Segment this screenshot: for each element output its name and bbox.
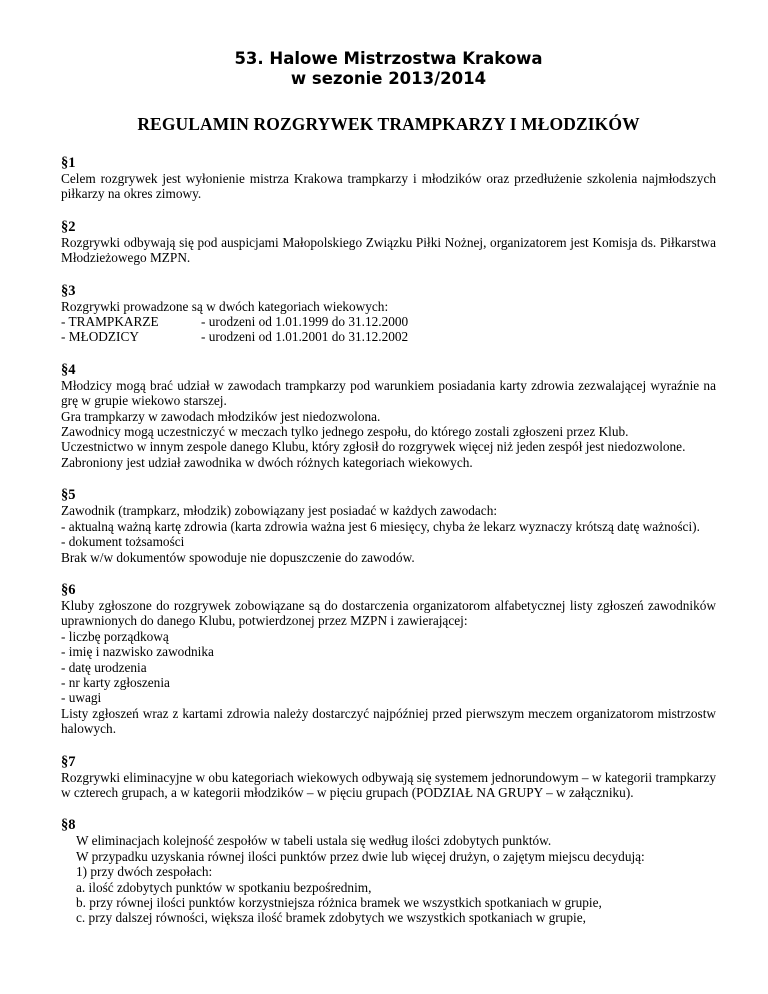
- list-item: - nr karty zgłoszenia: [61, 674, 170, 690]
- paragraph: Młodzicy mogą brać udział w zawodach trampkarzy pod warunkiem posiadania karty zdrowia zezwalającej wyraźnie na grę w grupie wiekowo starszej.: [61, 377, 716, 409]
- paragraph: Rozgrywki prowadzone są w dwóch kategoriach wiekowych:: [61, 298, 389, 314]
- section-8: [61, 817, 716, 925]
- paragraph: Kluby zgłoszone do rozgrywek zobowiązane są do dostarczenia organizatorom alfabetycznej listy zgłoszeń zawodników uprawnionych do danego Klubu, potwierdzonej przez MZPN i zawierającej:: [61, 597, 716, 629]
- paragraph: Rozgrywki eliminacyjne w obu kategoriach wiekowych odbywają się systemem jednorundowym – w kategorii trampkarzy w czterech grupach, a w kategorii młodzików – w pięciu grupach (PODZIAŁ NA GRUPY – w załączniku).: [61, 769, 716, 800]
- paragraph: Zabroniony jest udział zawodnika w dwóch różnych kategoriach wiekowych.: [61, 454, 473, 470]
- list-item: - uwagi: [61, 690, 102, 706]
- list-item: - imię i nazwisko zawodnika: [61, 644, 214, 660]
- category-range: - urodzeni od 1.01.1999 do 31.12.2000: [201, 314, 409, 330]
- doc-title-line1: 53. Halowe Mistrzostwa Krakowa: [234, 49, 543, 68]
- paragraph: - aktualną ważną kartę zdrowia (karta zdrowia ważna jest 6 miesięcy, chyba że lekarz wyznaczy krótszą datę ważności).: [61, 518, 700, 534]
- section-mark: §8: [61, 817, 76, 834]
- section-mark: §4: [61, 361, 76, 378]
- paragraph: Celem rozgrywek jest wyłonienie mistrza Krakowa trampkarzy i młodzików oraz przedłużenie szkolenia najmłodszych piłkarzy na okres zimowy.: [61, 171, 716, 202]
- paragraph: Zawodnicy mogą uczestniczyć w meczach tylko jednego zespołu, do którego zostali zgłoszeni przez Klub.: [61, 424, 629, 440]
- section-mark: §2: [61, 218, 76, 235]
- paragraph: W przypadku uzyskania równej ilości punktów przez dwie lub więcej drużyn, o zajętym miejscu decydują:: [76, 848, 645, 864]
- paragraph: W eliminacjach kolejność zespołów w tabeli ustala się według ilości zdobytych punktów.: [76, 833, 552, 849]
- list-item: b. przy równej ilości punktów korzystniejsza różnica bramek we wszystkich spotkaniach w grupie,: [76, 895, 602, 910]
- list-item: - liczbę porządkową: [61, 628, 169, 644]
- section-mark: §7: [61, 753, 76, 770]
- section-mark: §1: [61, 155, 76, 171]
- paragraph: Rozgrywki odbywają się pod auspicjami Małopolskiego Związku Piłki Nożnej, organizatorem jest Komisja ds. Piłkarstwa Młodzieżowego MZPN.: [61, 234, 716, 266]
- section-mark: §5: [61, 487, 76, 504]
- paragraph: Brak w/w dokumentów spowoduje nie dopuszczenie do zawodów.: [61, 549, 415, 565]
- paragraph: Uczestnictwo w innym zespole danego Klubu, który zgłosił do rozgrywek więcej niż jeden zespół jest niedozwolone.: [61, 439, 686, 455]
- paragraph: - dokument tożsamości: [61, 534, 185, 550]
- section-mark: §3: [61, 282, 76, 299]
- list-item: - datę urodzenia: [61, 659, 147, 675]
- section-4: [61, 362, 716, 470]
- list-item: a. ilość zdobytych punktów w spotkaniu bezpośrednim,: [76, 879, 372, 895]
- doc-title-line2: w sezonie 2013/2014: [290, 69, 487, 88]
- section-2: [61, 219, 716, 266]
- section-5: [61, 487, 716, 565]
- section-1: [61, 155, 716, 202]
- document-page: [61, 0, 716, 926]
- list-item: c. przy dalszej równości, większa ilość bramek zdobytych we wszystkich spotkaniach w grupie,: [76, 910, 586, 926]
- section-3: [61, 283, 716, 345]
- category-range: - urodzeni od 1.01.2001 do 31.12.2002: [201, 329, 409, 345]
- paragraph: Zawodnik (trampkarz, młodzik) zobowiązany jest posiadać w każdych zawodach:: [61, 503, 498, 519]
- section-6: [61, 582, 716, 737]
- section-mark: §6: [61, 581, 76, 598]
- category-row: [61, 314, 716, 329]
- paragraph: Gra trampkarzy w zawodach młodzików jest niedozwolona.: [61, 408, 381, 424]
- category-row: [61, 329, 716, 344]
- category-name: - TRAMPKARZE: [61, 314, 159, 330]
- list-item: 1) przy dwóch zespołach:: [76, 864, 213, 880]
- category-name: - MŁODZICY: [61, 329, 139, 345]
- paragraph: Listy zgłoszeń wraz z kartami zdrowia należy dostarczyć najpóźniej przed pierwszym meczem organizatorom mistrzostw halowych.: [61, 705, 716, 737]
- doc-subtitle: REGULAMIN ROZGRYWEK TRAMPKARZY I MŁODZIKÓW: [137, 114, 640, 134]
- section-7: [61, 754, 716, 801]
